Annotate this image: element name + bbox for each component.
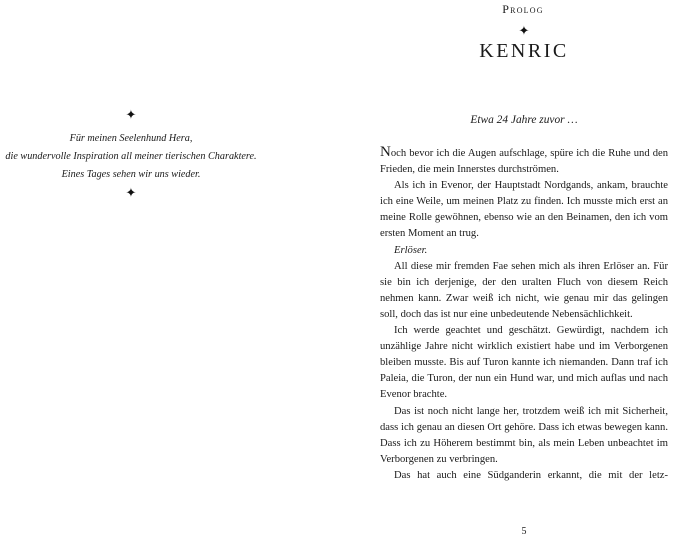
page-number: 5 [521, 526, 527, 537]
body-text [380, 146, 668, 484]
paragraph-text: och bevor ich die Augen aufschlage, spüre ich die Ruhe und den Frieden, die mein Innerstes durchströmen. [380, 148, 668, 176]
ornament-star-icon: ✦ [125, 108, 137, 123]
ornament-star-icon: ✦ [518, 24, 530, 39]
drop-cap: N [380, 144, 391, 160]
ornament-star-icon: ✦ [125, 186, 137, 201]
dedication-line: Für meinen Seelenhund Hera, [69, 133, 193, 144]
chapter-label: Prolog [502, 2, 544, 16]
paragraph: Ich werde geachtet und geschätzt. Gewürdigt, nachdem ich unzählige Jahre nicht wirklich existiert habe und im Verborgenen bleiben musste. Bis auf Turon kannte ich niemanden. Dann traf ich Paleia, die Turon, der nun ein Hund war, und mich auflas und nach Evenor brachte. [380, 325, 668, 401]
dedication-line: die wundervolle Inspiration all meiner tierischen Charaktere. [5, 151, 257, 162]
paragraph: All diese mir fremden Fae sehen mich als ihren Erlöser an. Für sie bin ich derjenige, der den uralten Fluch von diesem Reich nehmen kann. Zwar weiß ich nicht, wie genau mir das gelingen soll, doch das ist nur eine unbedeutende Nebensächlichkeit. [380, 260, 668, 320]
paragraph: Als ich in Evenor, der Hauptstadt Nordgands, ankam, brauchte ich eine Weile, um meinen Platz zu finden. Ich musste mich erst an meine Rolle gewöhnen, ebenso wie an den Beinamen, den ich vom ersten Moment an trug. [380, 180, 668, 240]
dedication [0, 130, 282, 184]
dedication-line: Eines Tages sehen wir uns wieder. [61, 169, 201, 180]
paragraph: Erlöser. [394, 244, 428, 256]
right-page [340, 0, 680, 544]
paragraph [380, 146, 668, 178]
paragraph: Das hat auch eine Südganderin erkannt, die mit der letz- [394, 469, 668, 481]
chapter-title: KENRIC [479, 40, 569, 62]
chapter-subtitle: Etwa 24 Jahre zuvor … [470, 114, 578, 126]
paragraph: Das ist noch nicht lange her, trotzdem weiß ich mit Sicherheit, dass ich genau an diesen Ort gehöre. Dass ich etwas bewegen kann. Dass ich zu Höherem bestimmt bin, als mein Leben unbeachtet im Verborgenen zu verbringen. [380, 405, 668, 465]
